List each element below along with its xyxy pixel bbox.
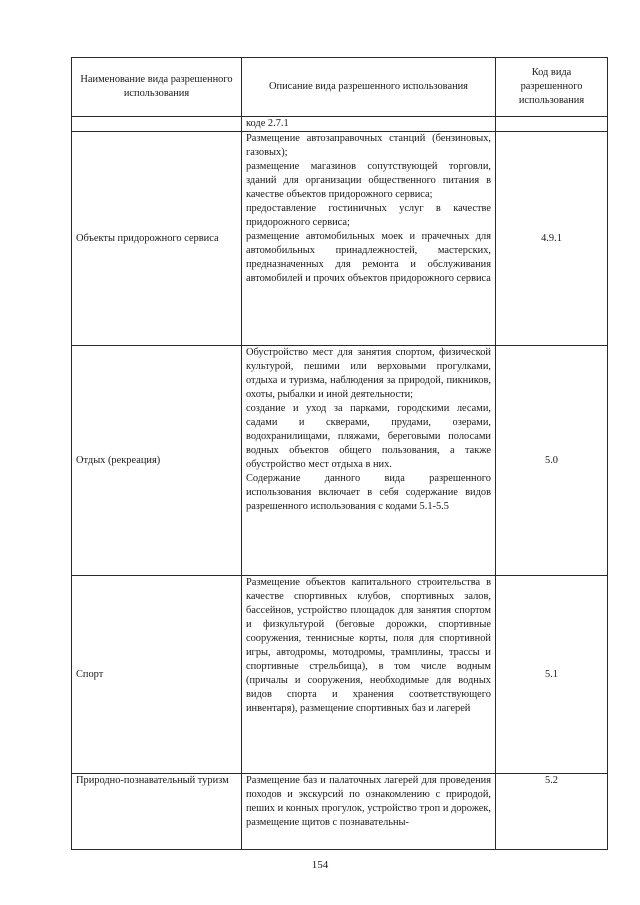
- description-paragraph: Содержание данного вида разрешенного использования включает в себя содержание видов разрешенного использования с кодами 5.1-5.5: [246, 473, 491, 512]
- row-code: 4.9.1: [496, 132, 608, 346]
- header-name: Наименование вида разрешенного использования: [72, 58, 242, 117]
- table-row: [72, 576, 608, 774]
- row-name-text: Отдых (рекреация): [76, 454, 161, 466]
- continuation-empty-code: [496, 117, 608, 132]
- table-row: [72, 132, 608, 346]
- continuation-empty-name: [72, 117, 242, 132]
- description-paragraph: Размещение баз и палаточных лагерей для проведения походов и экскурсий по ознакомлению с природой, пеших и конных прогулок, устройство троп и дорожек, размещение щитов с познавательны-: [246, 775, 491, 828]
- row-description: [242, 774, 496, 850]
- table-row: [72, 774, 608, 850]
- row-name: [72, 774, 242, 850]
- row-code: 5.1: [496, 576, 608, 774]
- row-code: 5.0: [496, 346, 608, 576]
- description-paragraph: размещение автомобильных моек и прачечных для автомобильных принадлежностей, мастерских, предназначенных для ремонта и обслуживания автомобилей и прочих объектов придорожного сервиса: [246, 231, 491, 284]
- description-paragraph: Размещение объектов капитального строительства в качестве спортивных клубов, спортивных залов, бассейнов, устройство площадок для занятия спортом и физкультурой (беговые дорожки, спортивные сооружения, теннисные корты, поля для спортивной игры, автодромы, мотодромы, трамплины, трассы и спортивные стрельбища), в том числе водным (причалы и сооружения, необходимые для водных видов спорта и хранения соответствующего инвентаря), размещение спортивных баз и лагерей: [246, 577, 491, 714]
- row-name-text: Природно-познавательный туризм: [76, 775, 229, 786]
- description-paragraph: предоставление гостиничных услуг в качестве придорожного сервиса;: [246, 203, 491, 228]
- table-header-row: [72, 58, 608, 117]
- description-paragraph: Обустройство мест для занятия спортом, физической культурой, пешими или верховыми прогулками, отдыха и туризма, наблюдения за природой, пикников, охоты, рыбалки и иной деятельности;: [246, 347, 491, 400]
- header-code: Код вида разрешенного использования: [496, 58, 608, 117]
- page-number: 154: [311, 859, 329, 871]
- row-description: [242, 576, 496, 774]
- land-use-table: [71, 57, 608, 850]
- row-name: [72, 132, 242, 346]
- row-name-text: Спорт: [76, 668, 104, 680]
- row-name-text: Объекты придорожного сервиса: [76, 232, 219, 244]
- row-name: [72, 346, 242, 576]
- row-name: [72, 576, 242, 774]
- continuation-description: коде 2.7.1: [242, 117, 496, 132]
- row-code: 5.2: [496, 774, 608, 850]
- table-row: [72, 346, 608, 576]
- table-row-continuation: [72, 117, 608, 132]
- description-paragraph: Размещение автозаправочных станций (бензиновых, газовых);: [246, 133, 491, 158]
- row-description: [242, 132, 496, 346]
- header-description: Описание вида разрешенного использования: [242, 58, 496, 117]
- description-paragraph: размещение магазинов сопутствующей торговли, зданий для организации общественного питания в качестве объектов придорожного сервиса;: [246, 161, 491, 200]
- row-description: [242, 346, 496, 576]
- description-paragraph: создание и уход за парками, городскими лесами, садами и скверами, прудами, озерами, водохранилищами, пляжами, береговыми полосами водных объектов общего пользования, а также обустройство мест отдыха в них.: [246, 403, 491, 470]
